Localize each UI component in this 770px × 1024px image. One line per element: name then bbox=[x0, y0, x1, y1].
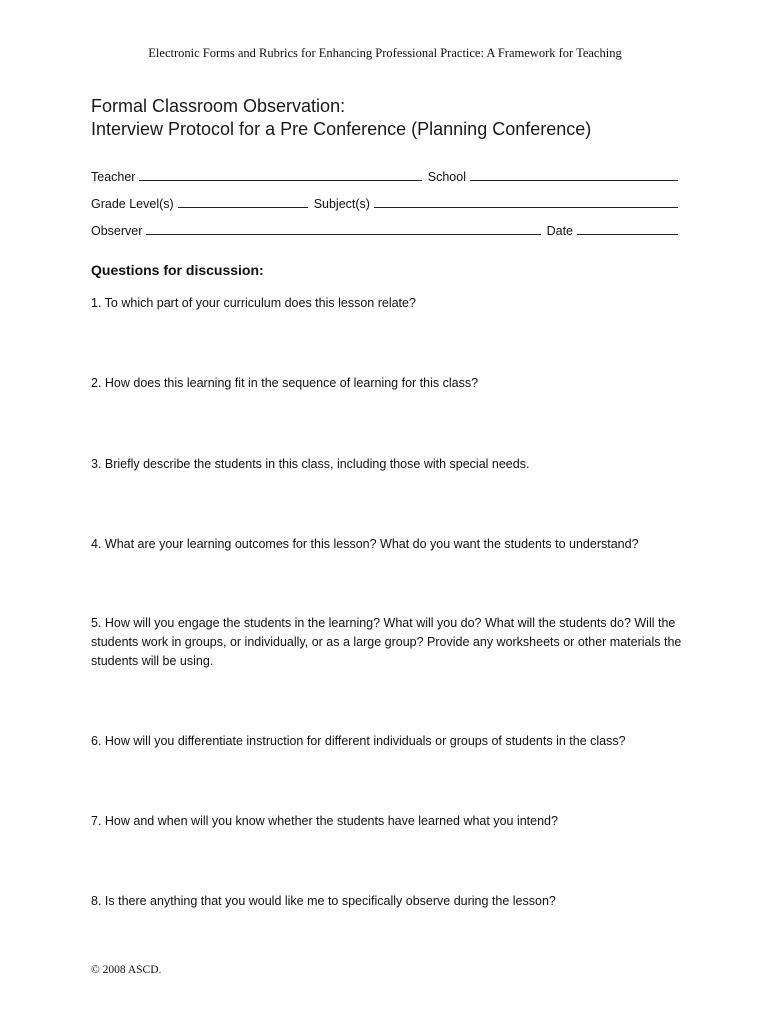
teacher-school-row bbox=[91, 166, 678, 184]
date-field[interactable] bbox=[577, 234, 678, 235]
question-8: 8. Is there anything that you would like me to specifically observe during the lesson? bbox=[91, 894, 556, 908]
date-label: Date bbox=[546, 224, 573, 238]
question-4: 4. What are your learning outcomes for this lesson? What do you want the students to understand? bbox=[91, 537, 639, 551]
grade-field[interactable] bbox=[178, 207, 308, 208]
copyright-footer: © 2008 ASCD. bbox=[91, 964, 162, 976]
question-6: 6. How will you differentiate instruction for different individuals or groups of students in the class? bbox=[91, 734, 626, 748]
question-5: 5. How will you engage the students in the learning? What will you do? What will the students do? Will the students work in groups, or individually, or as a large group? Provide any worksheets or other materials the students will be using. bbox=[91, 616, 682, 668]
section-heading: Questions for discussion: bbox=[91, 262, 264, 278]
question-1: 1. To which part of your curriculum does this lesson relate? bbox=[91, 296, 416, 310]
observer-field[interactable] bbox=[146, 234, 540, 235]
grade-subject-row bbox=[91, 193, 678, 211]
title-line-1: Formal Classroom Observation: bbox=[91, 96, 346, 116]
question-2: 2. How does this learning fit in the sequence of learning for this class? bbox=[91, 376, 479, 390]
subject-field[interactable] bbox=[374, 207, 678, 208]
grade-label: Grade Level(s) bbox=[91, 197, 174, 211]
question-7: 7. How and when will you know whether the students have learned what you intend? bbox=[91, 814, 558, 828]
question-3: 3. Briefly describe the students in this class, including those with special needs. bbox=[91, 457, 530, 471]
title-line-2: Interview Protocol for a Pre Conference (Planning Conference) bbox=[91, 119, 592, 139]
observer-date-row bbox=[91, 220, 678, 238]
subject-label: Subject(s) bbox=[313, 197, 370, 211]
page-header: Electronic Forms and Rubrics for Enhancing Professional Practice: A Framework for Teaching bbox=[148, 46, 622, 60]
teacher-field[interactable] bbox=[139, 180, 421, 181]
school-label: School bbox=[427, 170, 466, 184]
observer-label: Observer bbox=[91, 224, 143, 238]
teacher-label: Teacher bbox=[91, 170, 136, 184]
school-field[interactable] bbox=[470, 180, 678, 181]
